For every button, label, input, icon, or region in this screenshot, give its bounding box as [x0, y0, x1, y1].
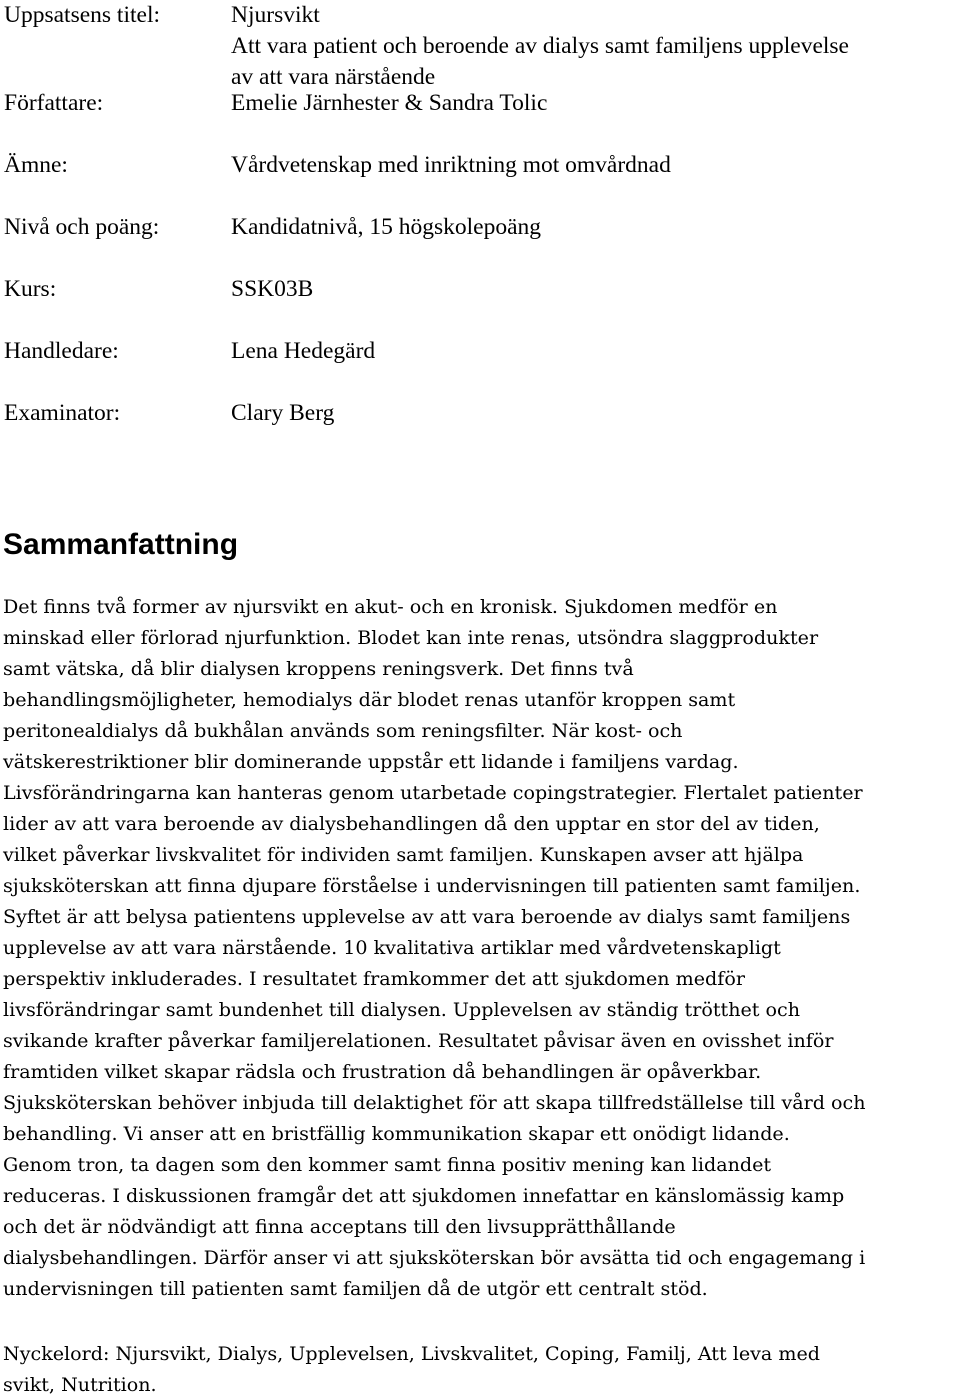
summary-line: dialysbehandlingen. Därför anser vi att sjuksköterskan bör avsätta tid och engagemang i: [3, 1246, 866, 1269]
summary-line: samt vätska, då blir dialysen kroppens reningsverk. Det finns två: [3, 657, 634, 680]
title-value: [231, 0, 951, 93]
summary-line: Sjuksköterskan behöver inbjuda till delaktighet för att skapa tillfredställelse till vård och: [3, 1091, 866, 1114]
summary-line: vätskerestriktioner blir dominerande uppstår ett lidande i familjens vardag.: [3, 750, 739, 773]
summary-line: perspektiv inkluderades. I resultatet framkommer det att sjukdomen medför: [3, 967, 745, 990]
title-line: Njursvikt: [231, 2, 320, 28]
summary-line: peritonealdialys då bukhålan används som reningsfilter. När kost- och: [3, 719, 683, 742]
course-label: Kurs:: [4, 276, 57, 302]
title-label: Uppsatsens titel:: [4, 2, 160, 28]
summary-line: behandling. Vi anser att en bristfällig kommunikation skapar ett onödigt lidande.: [3, 1122, 790, 1145]
subject-value: Vårdvetenskap med inriktning mot omvårdnad: [231, 152, 671, 178]
examiner-value: Clary Berg: [231, 400, 335, 426]
summary-line: upplevelse av att vara närstående. 10 kvalitativa artiklar med vårdvetenskapligt: [3, 936, 781, 959]
author-value: Emelie Järnhester & Sandra Tolic: [231, 90, 548, 116]
summary-heading: Sammanfattning: [3, 528, 239, 561]
level-value: Kandidatnivå, 15 högskolepoäng: [231, 214, 542, 240]
summary-line: Syftet är att belysa patientens upplevelse av att vara beroende av dialys samt familjens: [3, 905, 851, 928]
summary-line: lider av att vara beroende av dialysbehandlingen då den upptar en stor del av tiden,: [3, 812, 820, 835]
keywords-line: svikt, Nutrition.: [3, 1373, 157, 1396]
keywords-block: [3, 1338, 957, 1400]
summary-line: Livsförändringarna kan hanteras genom utarbetade copingstrategier. Flertalet patienter: [3, 781, 863, 804]
summary-line: Genom tron, ta dagen som den kommer samt finna positiv mening kan lidandet: [3, 1153, 772, 1176]
examiner-label: Examinator:: [4, 400, 121, 426]
summary-line: och det är nödvändigt att finna acceptans till den livsupprätthållande: [3, 1215, 676, 1238]
summary-line: behandlingsmöjligheter, hemodialys där blodet renas utanför kroppen samt: [3, 688, 736, 711]
summary-line: minskad eller förlorad njurfunktion. Blodet kan inte renas, utsöndra slaggprodukter: [3, 626, 819, 649]
level-label: Nivå och poäng:: [4, 214, 160, 240]
course-value: SSK03B: [231, 276, 314, 302]
summary-line: vilket påverkar livskvalitet för individen samt familjen. Kunskapen avser att hjälpa: [3, 843, 804, 866]
summary-body: [3, 591, 957, 1304]
summary-line: framtiden vilket skapar rädsla och frustration då behandlingen är opåverkbar.: [3, 1060, 762, 1083]
subject-label: Ämne:: [4, 152, 68, 178]
summary-line: reduceras. I diskussionen framgår det att sjukdomen innefattar en känslomässig kamp: [3, 1184, 845, 1207]
title-line: av att vara närstående: [231, 64, 436, 90]
supervisor-value: Lena Hedegärd: [231, 338, 376, 364]
keywords-line: Nyckelord: Njursvikt, Dialys, Upplevelsen, Livskvalitet, Coping, Familj, Att leva med: [3, 1342, 820, 1365]
summary-line: undervisningen till patienten samt familjen då de utgör ett centralt stöd.: [3, 1277, 708, 1300]
author-label: Författare:: [4, 90, 104, 116]
summary-line: sjuksköterskan att finna djupare förståelse i undervisningen till patienten samt familjen.: [3, 874, 861, 897]
summary-line: svikande krafter påverkar familjerelationen. Resultatet påvisar även en ovisshet inför: [3, 1029, 834, 1052]
summary-line: Det finns två former av njursvikt en akut- och en kronisk. Sjukdomen medför en: [3, 595, 778, 618]
supervisor-label: Handledare:: [4, 338, 119, 364]
summary-line: livsförändringar samt bundenhet till dialysen. Upplevelsen av ständig trötthet och: [3, 998, 801, 1021]
title-line: Att vara patient och beroende av dialys samt familjens upplevelse: [231, 33, 849, 59]
